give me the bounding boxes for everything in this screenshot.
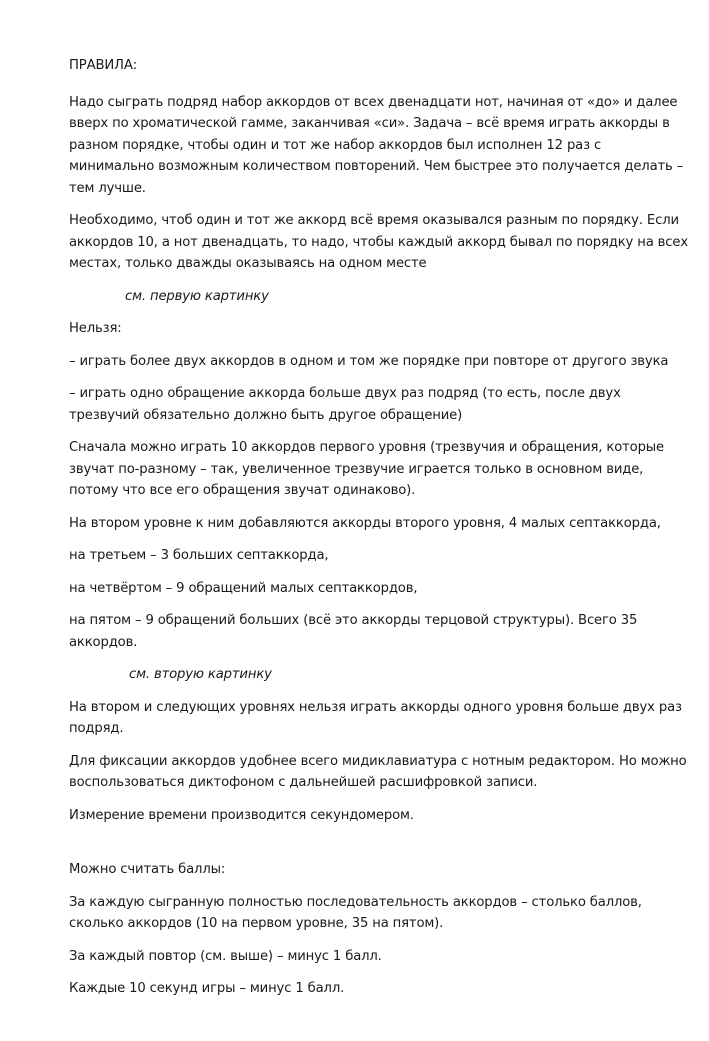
- rule-item-2: – играть одно обращение аккорда больше двух раз подряд (то есть, после двух трезвучий обязательно должно быть другое обращение): [69, 386, 621, 423]
- paragraph-timing: Измерение времени производится секундомером.: [69, 807, 414, 823]
- score-heading: Можно считать баллы:: [69, 862, 226, 877]
- paragraph-recording: Для фиксации аккордов удобнее всего мидиклавиатура с нотным редактором. Но можно воспользоваться диктофоном с дальнейшей расшифровкой записи.: [69, 753, 687, 790]
- score-rule-3: Каждые 10 секунд игры – минус 1 балл.: [69, 981, 345, 996]
- see-second-picture: см. вторую картинку: [129, 667, 272, 682]
- score-rule-2: За каждый повтор (см. выше) – минус 1 балл.: [69, 948, 382, 964]
- level-3-line: на третьем – 3 больших септаккорда,: [69, 548, 329, 563]
- rules-heading: ПРАВИЛА:: [69, 58, 137, 73]
- level-4-line: на четвёртом – 9 обращений малых септаккордов,: [69, 580, 418, 596]
- document-page: [69, 55, 689, 1000]
- paragraph-task: Надо сыграть подряд набор аккордов от всех двенадцати нот, начиная от «до» и далее вверх по хроматической гамме, заканчивая «си». Задача – всё время играть аккорды в разном порядке, чтобы один и тот же набор аккордов был исполнен 12 раз с минимально возможным количеством повторений. Чем быстрее это получается делать – тем лучше.: [69, 94, 684, 196]
- level-2-line: На втором уровне к ним добавляются аккорды второго уровня, 4 малых септаккорда,: [69, 515, 661, 531]
- paragraph-level-restriction: На втором и следующих уровнях нельзя играть аккорды одного уровня больше двух раз подряд.: [69, 699, 682, 736]
- level-5-line: на пятом – 9 обращений больших (всё это аккорды терцовой структуры). Всего 35 аккордов.: [69, 613, 638, 650]
- score-rule-1: За каждую сыгранную полностью последовательность аккордов – столько баллов, сколько аккордов (10 на первом уровне, 35 на пятом).: [69, 894, 642, 931]
- forbidden-heading: Нельзя:: [69, 321, 122, 336]
- paragraph-level-1: Сначала можно играть 10 аккордов первого уровня (трезвучия и обращения, которые звучат по-разному – так, увеличенное трезвучие играется только в основном виде, потому что все его обращения звучат одинаково).: [69, 440, 665, 498]
- paragraph-order: Необходимо, чтоб один и тот же аккорд всё время оказывался разным по порядку. Если аккордов 10, а нот двенадцать, то надо, чтобы каждый аккорд бывал по порядку на всех местах, только дважды оказываясь на одном месте: [69, 213, 689, 271]
- rule-item-1: – играть более двух аккордов в одном и том же порядке при повторе от другого звука: [69, 353, 669, 369]
- see-first-picture: см. первую картинку: [125, 288, 269, 304]
